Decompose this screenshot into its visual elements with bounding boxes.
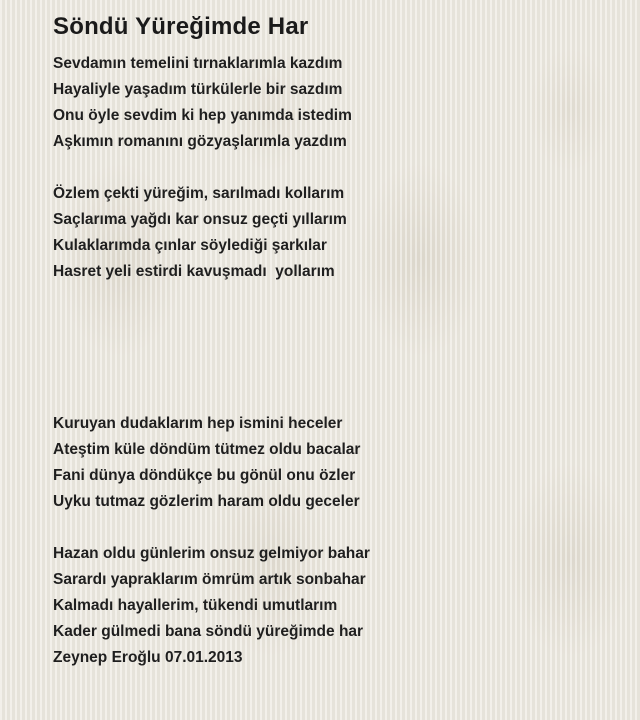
stanza-1: [53, 51, 613, 155]
poem-line: Saçlarıma yağdı kar onsuz geçti yıllarım: [53, 211, 347, 228]
stanza-4: [53, 541, 613, 671]
poem-line: Fani dünya döndükçe bu gönül onu özler: [53, 467, 356, 484]
poem: [53, 10, 613, 671]
poem-line: Aşkımın romanını gözyaşlarımla yazdım: [53, 133, 347, 150]
poem-line: Kulaklarımda çınlar söylediği şarkılar: [53, 237, 327, 254]
poem-line: Onu öyle sevdim ki hep yanımda istedim: [53, 107, 352, 124]
stanza-2: [53, 181, 613, 285]
poem-line: Hazan oldu günlerim onsuz gelmiyor bahar: [53, 545, 370, 562]
poem-title: Söndü Yüreğimde Har: [53, 13, 309, 40]
poem-line: Kader gülmedi bana söndü yüreğimde har: [53, 623, 364, 640]
poem-line: Hayaliyle yaşadım türkülerle bir sazdım: [53, 81, 343, 98]
stanza-3: [53, 411, 613, 515]
poem-line: Sarardı yapraklarım ömrüm artık sonbahar: [53, 571, 366, 588]
poem-line: Özlem çekti yüreğim, sarılmadı kollarım: [53, 185, 345, 202]
poem-line: Hasret yeli estirdi kavuşmadı yollarım: [53, 263, 335, 280]
poem-line: Kalmadı hayallerim, tükendi umutlarım: [53, 597, 338, 614]
poem-line: Kuruyan dudaklarım hep ismini heceler: [53, 415, 343, 432]
poem-signature: Zeynep Eroğlu 07.01.2013: [53, 649, 243, 666]
poem-line: Ateştim küle döndüm tütmez oldu bacalar: [53, 441, 361, 458]
poem-line: Sevdamın temelini tırnaklarımla kazdım: [53, 55, 343, 72]
poem-line: Uyku tutmaz gözlerim haram oldu geceler: [53, 493, 360, 510]
